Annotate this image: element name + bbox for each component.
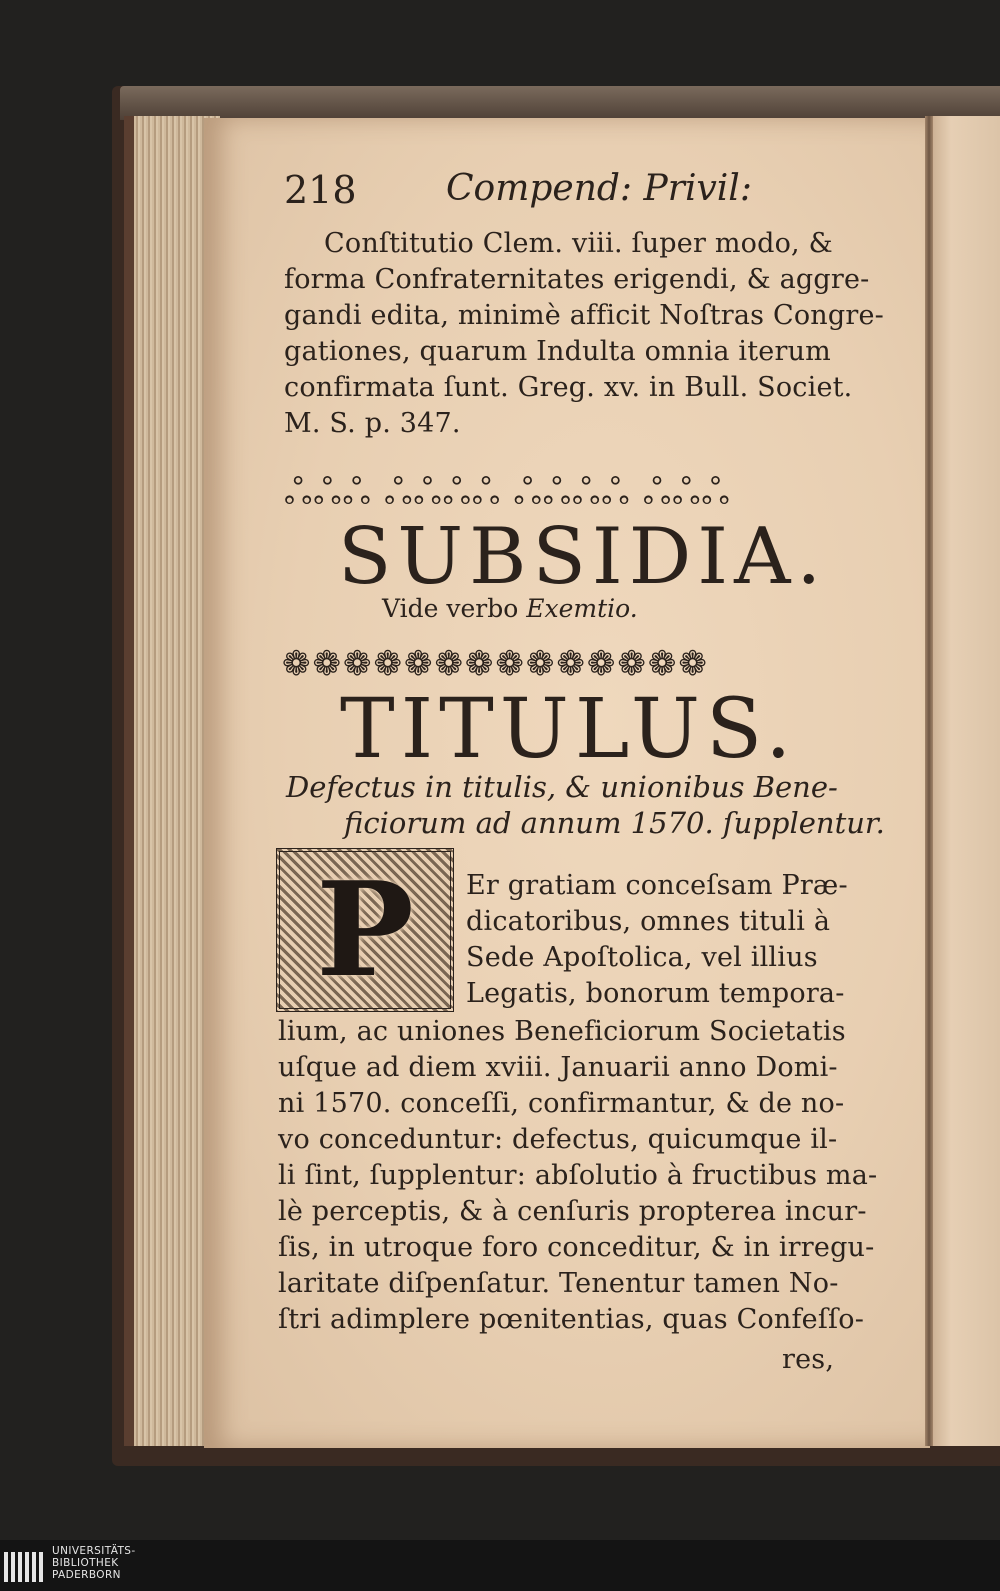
ornament-row: ❁❁❁❁❁❁❁❁❁❁❁❁❁❁ xyxy=(282,644,709,684)
initial-letter: P xyxy=(316,853,414,1006)
paragraph-line: Er gratiam conceſsam Præ- xyxy=(466,870,848,901)
paragraph-line: Sede Apoſtolica, vel illius xyxy=(466,942,818,973)
paragraph-line: gationes, quarum Indulta omnia iterum xyxy=(284,336,831,367)
paragraph-line: uſque ad diem xviii. Januarii anno Domi- xyxy=(278,1052,838,1083)
cross-reference-term: Exemtio. xyxy=(526,594,638,623)
gutter xyxy=(925,116,933,1446)
decorated-initial xyxy=(276,848,454,1012)
page-number: 218 xyxy=(284,168,357,212)
logo-line: BIBLIOTHEK xyxy=(52,1557,119,1569)
book-spine-edge xyxy=(120,86,1000,120)
paragraph-line: ſis, in utroque foro conceditur, & in irregu- xyxy=(278,1232,875,1263)
section-subtitle-line: Defectus in titulis, & unionibus Bene- xyxy=(286,770,838,804)
paragraph-line: ſtri adimplere pœnitentias, quas Confeſſo- xyxy=(278,1304,865,1335)
paragraph-line: Conſtitutio Clem. viii. ſuper modo, & xyxy=(324,228,833,259)
catchword: res, xyxy=(782,1344,835,1375)
paragraph-line: laritate diſpenſatur. Tenentur tamen No- xyxy=(278,1268,839,1299)
logo-line: UNIVERSITÄTS- xyxy=(52,1545,136,1557)
paragraph-line: gandi edita, minimè afficit Noſtras Congre- xyxy=(284,300,884,331)
paragraph-line: lium, ac uniones Beneficiorum Societatis xyxy=(278,1016,846,1047)
ornament-row: ஃஃஃ ஃஃஃஃ ஃஃஃஃ ஃஃஃ xyxy=(284,472,731,513)
cross-reference xyxy=(382,594,638,623)
section-heading: TITULUS. xyxy=(340,682,798,777)
paragraph-line: confirmata ſunt. Greg. xv. in Bull. Societ. xyxy=(284,372,853,403)
section-heading: SUBSIDIA. xyxy=(338,512,828,602)
section-subtitle-line: ficiorum ad annum 1570. ſupplentur. xyxy=(344,806,885,840)
facing-page xyxy=(930,116,1000,1446)
paragraph-line: M. S. p. 347. xyxy=(284,408,461,439)
running-title: Compend: Privil: xyxy=(446,168,752,209)
cross-reference-prefix: Vide verbo xyxy=(382,594,527,623)
paragraph-line: Legatis, bonorum tempora- xyxy=(466,978,845,1009)
paragraph-line: ni 1570. conceſſi, confirmantur, & de no- xyxy=(278,1088,845,1119)
library-logo-text xyxy=(52,1545,136,1581)
logo-line: PADERBORN xyxy=(52,1569,121,1581)
paragraph-line: dicatoribus, omnes tituli à xyxy=(466,906,831,937)
paragraph-line: forma Confraternitates erigendi, & aggre- xyxy=(284,264,870,295)
paragraph-line: lè perceptis, & à cenſuris propterea incur- xyxy=(278,1196,867,1227)
university-library-logo-icon xyxy=(2,1546,46,1586)
paragraph-line: vo conceduntur: defectus, quicumque il- xyxy=(278,1124,838,1155)
footer-bar xyxy=(0,1540,1000,1591)
paragraph-line: li ſint, ſupplentur: abſolutio à fructibus ma- xyxy=(278,1160,878,1191)
